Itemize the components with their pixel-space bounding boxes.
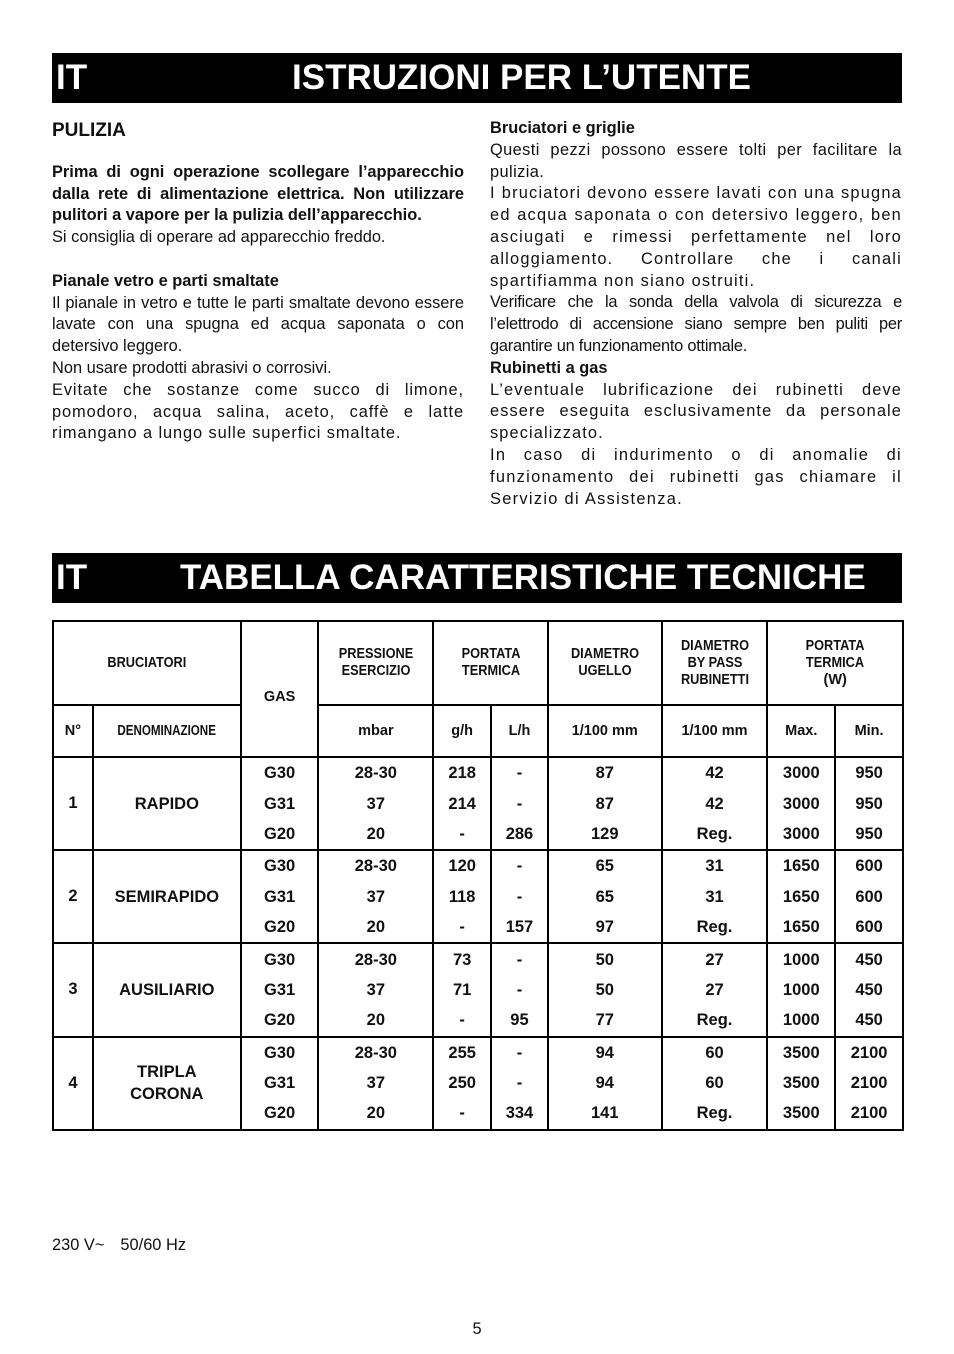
- cell-power-max: 1650: [767, 850, 835, 881]
- taps-paragraph: In caso di indurimento o di anomalie di funzionamento dei rubinetti gas chiamare il Servizio di Assistenza.: [490, 445, 902, 508]
- cell-flow-lh: -: [491, 850, 548, 881]
- cell-nozzle: 50: [548, 975, 662, 1005]
- cell-nozzle: 129: [548, 819, 662, 850]
- cell-nozzle: 97: [548, 912, 662, 943]
- cell-power-min: 450: [835, 975, 903, 1005]
- power-rating: [52, 1236, 186, 1255]
- cell-pressure: 20: [318, 819, 433, 850]
- cell-flow-gh: 218: [433, 757, 491, 788]
- cell-power-max: 3500: [767, 1068, 835, 1098]
- burner-name: AUSILIARIO: [93, 943, 241, 1036]
- cell-flow-gh: -: [433, 912, 491, 943]
- frequency: 50/60 Hz: [120, 1236, 187, 1254]
- cell-nozzle: 141: [548, 1098, 662, 1129]
- section-title: ISTRUZIONI PER L’UTENTE: [292, 58, 751, 97]
- cell-power-min: 450: [835, 1005, 903, 1036]
- cell-gas: G20: [241, 912, 319, 943]
- cell-power-max: 1650: [767, 912, 835, 943]
- cell-flow-gh: 118: [433, 882, 491, 912]
- voltage: 230 V~: [52, 1236, 105, 1254]
- cell-pressure: 37: [318, 788, 433, 818]
- cell-gas: G31: [241, 1068, 319, 1098]
- cell-pressure: 37: [318, 975, 433, 1005]
- cell-flow-lh: -: [491, 788, 548, 818]
- cell-nozzle: 94: [548, 1068, 662, 1098]
- cell-flow-gh: 120: [433, 850, 491, 881]
- cell-gas: G20: [241, 1005, 319, 1036]
- table-row: [53, 943, 903, 974]
- cell-flow-lh: 95: [491, 1005, 548, 1036]
- cell-power-max: 3000: [767, 788, 835, 818]
- burner-number: 3: [53, 943, 93, 1036]
- taps-heading: Rubinetti a gas: [490, 358, 608, 377]
- cell-pressure: 20: [318, 912, 433, 943]
- cell-flow-lh: -: [491, 943, 548, 974]
- glass-paragraph: Il pianale in vetro e tutte le parti smaltate devono essere lavate con una spugna ed acqua saponata o con detersivo leggero.: [52, 293, 464, 356]
- language-code: IT: [56, 58, 88, 97]
- cleaning-advice: Si consiglia di operare ad apparecchio freddo.: [52, 228, 386, 247]
- cell-nozzle: 65: [548, 850, 662, 881]
- cleaning-column-right: [490, 118, 902, 510]
- cell-gas: G30: [241, 1037, 319, 1068]
- table-row: [53, 1037, 903, 1068]
- table-row: [53, 757, 903, 788]
- unit-min: Min.: [835, 705, 903, 757]
- cell-bypass: 42: [662, 757, 768, 788]
- cell-power-min: 600: [835, 882, 903, 912]
- burners-paragraph: Verificare che la sonda della valvola di sicurezza e l’elettrodo di accensione siano sempre ben puliti per garantire un funzionamento ottimale.: [490, 293, 902, 355]
- cell-gas: G20: [241, 1098, 319, 1129]
- header-diametro-bypass: DIAMETRO BY PASS RUBINETTI: [662, 621, 768, 705]
- cell-flow-gh: -: [433, 1005, 491, 1036]
- header-gas: GAS: [241, 621, 319, 757]
- cell-power-min: 600: [835, 912, 903, 943]
- cell-power-min: 950: [835, 819, 903, 850]
- cell-flow-gh: 73: [433, 943, 491, 974]
- unit-bypass: 1/100 mm: [662, 705, 768, 757]
- cell-gas: G30: [241, 850, 319, 881]
- unit-max: Max.: [767, 705, 835, 757]
- cleaning-heading: PULIZIA: [52, 120, 126, 141]
- cell-bypass: Reg.: [662, 1005, 768, 1036]
- burners-paragraph: I bruciatori devono essere lavati con una spugna ed acqua saponata o con detersivo leggero, ben asciugati e rimessi perfettamente nel loro alloggiamento. Controllare che i canali spartifiamma non siano ostruiti.: [490, 184, 902, 290]
- header-diametro-ugello: DIAMETRO UGELLO: [548, 621, 662, 705]
- cell-bypass: 27: [662, 975, 768, 1005]
- cell-pressure: 28-30: [318, 943, 433, 974]
- cell-flow-lh: 334: [491, 1098, 548, 1129]
- header-portata-termica: PORTATA TERMICA: [433, 621, 548, 705]
- section-title: TABELLA CARATTERISTICHE TECNICHE: [180, 558, 866, 597]
- cell-gas: G30: [241, 757, 319, 788]
- cell-nozzle: 87: [548, 788, 662, 818]
- cell-flow-lh: -: [491, 1037, 548, 1068]
- header-denominazione: DENOMINAZIONE: [93, 705, 241, 757]
- cell-bypass: 27: [662, 943, 768, 974]
- cell-power-max: 3500: [767, 1098, 835, 1129]
- cell-power-max: 3000: [767, 819, 835, 850]
- unit-gh: g/h: [433, 705, 491, 757]
- cell-pressure: 28-30: [318, 1037, 433, 1068]
- burner-name: SEMIRAPIDO: [93, 850, 241, 943]
- table-row: [53, 850, 903, 881]
- cell-gas: G31: [241, 788, 319, 818]
- cell-flow-gh: -: [433, 1098, 491, 1129]
- unit-lh: L/h: [491, 705, 548, 757]
- cell-flow-lh: -: [491, 757, 548, 788]
- burner-number: 4: [53, 1037, 93, 1130]
- cell-nozzle: 87: [548, 757, 662, 788]
- cell-power-max: 1000: [767, 1005, 835, 1036]
- cell-pressure: 20: [318, 1098, 433, 1129]
- cell-flow-gh: 250: [433, 1068, 491, 1098]
- cell-gas: G31: [241, 975, 319, 1005]
- header-portata-watt: PORTATA TERMICA (W): [767, 621, 903, 705]
- cleaning-column-left: [52, 118, 464, 445]
- cell-power-min: 950: [835, 788, 903, 818]
- burner-name: RAPIDO: [93, 757, 241, 850]
- glass-paragraph: Evitate che sostanze come succo di limone, pomodoro, acqua salina, aceto, caffè e latte rimangano a lungo sulle superfici smaltate.: [52, 380, 464, 443]
- cell-power-min: 2100: [835, 1098, 903, 1129]
- cell-power-min: 600: [835, 850, 903, 881]
- cell-power-max: 3000: [767, 757, 835, 788]
- page-number: 5: [472, 1320, 482, 1338]
- cell-nozzle: 65: [548, 882, 662, 912]
- burner-number: 2: [53, 850, 93, 943]
- cell-bypass: Reg.: [662, 912, 768, 943]
- cell-power-max: 3500: [767, 1037, 835, 1068]
- burner-name: TRIPLA CORONA: [93, 1037, 241, 1130]
- cell-pressure: 28-30: [318, 850, 433, 881]
- cell-power-min: 2100: [835, 1068, 903, 1098]
- cell-nozzle: 94: [548, 1037, 662, 1068]
- cell-bypass: Reg.: [662, 819, 768, 850]
- cell-pressure: 37: [318, 882, 433, 912]
- cell-bypass: 60: [662, 1068, 768, 1098]
- header-numero: N°: [53, 705, 93, 757]
- cell-gas: G20: [241, 819, 319, 850]
- burner-number: 1: [53, 757, 93, 850]
- cell-flow-lh: -: [491, 975, 548, 1005]
- cell-bypass: 31: [662, 882, 768, 912]
- cell-flow-lh: -: [491, 882, 548, 912]
- cell-power-min: 950: [835, 757, 903, 788]
- cell-flow-gh: 255: [433, 1037, 491, 1068]
- header-bruciatori: BRUCIATORI: [53, 621, 241, 705]
- cell-bypass: 42: [662, 788, 768, 818]
- cell-flow-lh: 286: [491, 819, 548, 850]
- unit-ugello: 1/100 mm: [548, 705, 662, 757]
- section-banner-technical-table: [52, 553, 902, 603]
- cell-flow-gh: -: [433, 819, 491, 850]
- cell-bypass: 60: [662, 1037, 768, 1068]
- cell-power-min: 2100: [835, 1037, 903, 1068]
- language-code: IT: [56, 558, 88, 597]
- taps-paragraph: L’eventuale lubrificazione dei rubinetti deve essere eseguita esclusivamente da personale specializzato.: [490, 380, 902, 443]
- cell-pressure: 20: [318, 1005, 433, 1036]
- cell-power-max: 1000: [767, 943, 835, 974]
- cell-nozzle: 77: [548, 1005, 662, 1036]
- cell-flow-lh: -: [491, 1068, 548, 1098]
- cell-bypass: Reg.: [662, 1098, 768, 1129]
- cell-pressure: 37: [318, 1068, 433, 1098]
- cell-nozzle: 50: [548, 943, 662, 974]
- burners-paragraph: Questi pezzi possono essere tolti per facilitare la pulizia.: [490, 140, 902, 181]
- glass-heading: Pianale vetro e parti smaltate: [52, 271, 279, 290]
- cell-flow-gh: 71: [433, 975, 491, 1005]
- glass-paragraph: Non usare prodotti abrasivi o corrosivi.: [52, 358, 332, 377]
- burners-heading: Bruciatori e griglie: [490, 119, 635, 137]
- cell-bypass: 31: [662, 850, 768, 881]
- cell-power-max: 1650: [767, 882, 835, 912]
- section-banner-user-instructions: [52, 53, 902, 103]
- cell-gas: G30: [241, 943, 319, 974]
- cell-flow-lh: 157: [491, 912, 548, 943]
- cell-power-max: 1000: [767, 975, 835, 1005]
- unit-mbar: mbar: [318, 705, 433, 757]
- cell-power-min: 450: [835, 943, 903, 974]
- technical-specs-table: [52, 620, 904, 1131]
- cell-gas: G31: [241, 882, 319, 912]
- cell-pressure: 28-30: [318, 757, 433, 788]
- cleaning-warning: Prima di ogni operazione scollegare l’apparecchio dalla rete di alimentazione elettrica. Non utilizzare pulitori a vapore per la pulizia dell’apparecchio.: [52, 162, 464, 225]
- cell-flow-gh: 214: [433, 788, 491, 818]
- header-pressione: PRESSIONE ESERCIZIO: [318, 621, 433, 705]
